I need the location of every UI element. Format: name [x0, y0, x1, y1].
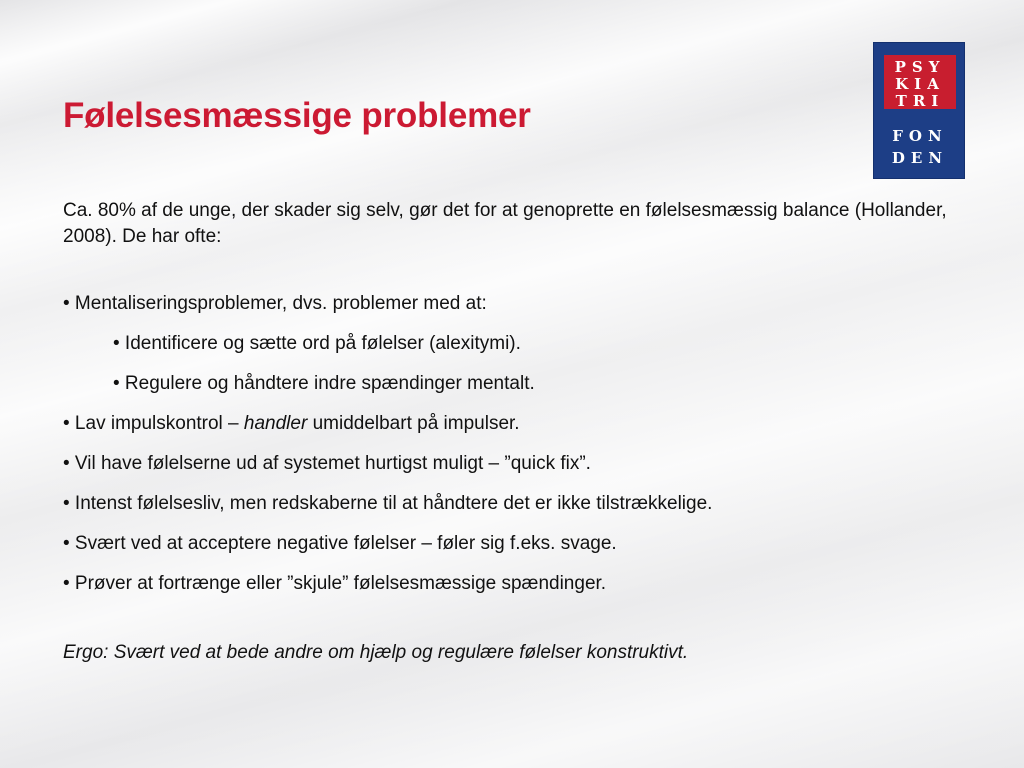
- slide-body: [63, 198, 963, 666]
- logo-text-row: DEN: [891, 149, 949, 167]
- bullet-item: • Mentaliseringsproblemer, dvs. problemer med at:: [63, 293, 487, 314]
- bullet-item: [63, 411, 963, 437]
- logo-text-row: TRI: [895, 92, 945, 110]
- psykiatrifonden-logo: [873, 42, 965, 179]
- logo-text-row: PSY: [894, 58, 946, 76]
- logo-text-row: FON: [892, 127, 948, 145]
- intro-paragraph: Ca. 80% af de unge, der skader sig selv, gør det for at genoprette en følelsesmæssig balance (Hollander, 2008). De har ofte:: [63, 200, 947, 247]
- bullet-text: umiddelbart på impulser.: [307, 413, 520, 434]
- sub-bullet-item: • Regulere og håndtere indre spændinger mentalt.: [113, 373, 535, 394]
- logo-red-block: [884, 55, 956, 109]
- sub-bullet-item: • Identificere og sætte ord på følelser (alexitymi).: [113, 333, 521, 354]
- bullet-item: • Intenst følelsesliv, men redskaberne til at håndtere det er ikke tilstrækkelige.: [63, 493, 713, 514]
- ergo-conclusion: Ergo: Svært ved at bede andre om hjælp og regulære følelser konstruktivt.: [63, 642, 689, 663]
- bullet-text: • Lav impulskontrol –: [63, 413, 244, 434]
- bullet-item: • Svært ved at acceptere negative følelser – føler sig f.eks. svage.: [63, 533, 617, 554]
- bullet-emphasis: handler: [243, 413, 308, 434]
- logo-text-row: KIA: [895, 75, 945, 93]
- bullet-item: • Vil have følelserne ud af systemet hurtigst muligt – ”quick fix”.: [63, 453, 591, 474]
- slide-title: Følelsesmæssige problemer: [63, 96, 531, 135]
- bullet-item: • Prøver at fortrænge eller ”skjule” følelsesmæssige spændinger.: [63, 573, 607, 594]
